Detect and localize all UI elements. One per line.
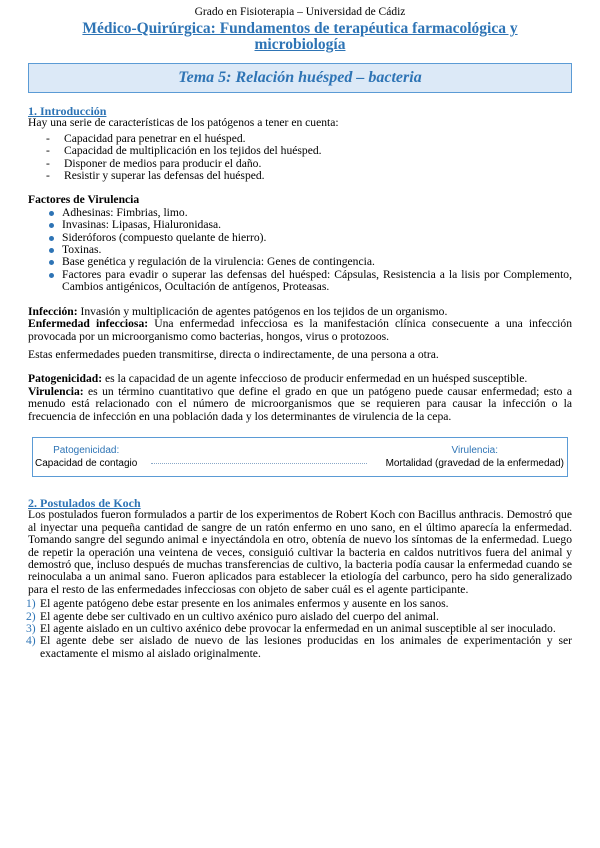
factores-title: Factores de Virulencia — [28, 193, 140, 207]
definition: Invasión y multiplicación de agentes patógenos en los tejidos de un organismo. — [77, 304, 448, 318]
enfermedad-definition — [28, 318, 572, 343]
item-text: El agente debe ser aislado de nuevo de las lesiones producidas en los animales de experimentación y ser exactamente el mismo al aislado originalmente. — [40, 634, 572, 660]
term: Virulencia: — [28, 384, 84, 398]
item-number: 1) — [26, 597, 36, 611]
content — [28, 105, 572, 423]
item-number: 2) — [26, 609, 36, 623]
scale-arrow — [151, 463, 367, 464]
list-item: Toxinas. — [46, 244, 572, 256]
item-number: 4) — [26, 634, 36, 648]
koch-paragraph: Los postulados fueron formulados a partir de los experimentos de Robert Koch con Bacillus anthracis. Demostró que al inyectar una pequeña cantidad de sangre de un ratón enfermo en uno sano, en el último aparecía la enfermedad. Tomando sangre del segundo animal e inyectándola en otro, obtenía de nuevo los síntomas de la enfermedad. Luego de repetir la operación una veintena de veces, consiguió cultivar la bacteria en caldos nutritivos fuera del animal y demostró que, incluso después de muchas transferencias de cultivo, la bacteria podía causar la enfermedad cuando se reinoculaba a un animal sano. Fueron aplicados para establecer la etiología del carbunco, pero ha sido generalizado para el resto de las enfermedades infecciosas con objeto de saber cuál es el agente participante. — [28, 508, 572, 596]
tema-banner — [28, 63, 572, 93]
term: Enfermedad infecciosa: — [28, 317, 149, 331]
characteristics-list — [46, 133, 572, 183]
factores-list — [46, 207, 572, 294]
term: Patogenicidad: — [28, 372, 103, 386]
virulencia-definition — [28, 386, 572, 423]
item-text: El agente aislado en un cultivo axénico debe provocar la enfermedad en un animal susceptible al ser inoculado. — [40, 622, 556, 635]
item-text: El agente patógeno debe estar presente en los animales enfermos y ausente en los sanos. — [40, 597, 449, 611]
list-item: - Disponer de medios para producir el daño. — [46, 158, 572, 170]
scale-left-value: Capacidad de contagio — [35, 457, 138, 469]
list-item: Adhesinas: Fimbrias, limo. — [46, 207, 572, 219]
list-item: Invasinas: Lipasas, Hialuronidasa. — [46, 219, 572, 231]
list-item: Sideróforos (compuesto quelante de hierro). — [46, 232, 572, 244]
scale-right — [386, 444, 564, 470]
definition: es la capacidad de un agente infeccioso de producir enfermedad en un huésped susceptible. — [102, 372, 528, 386]
list-item: - Capacidad de multiplicación en los tejidos del huésped. — [46, 145, 572, 157]
content-2 — [28, 497, 572, 660]
scale-left — [35, 444, 137, 470]
list-item: - Capacidad para penetrar en el huésped. — [46, 133, 572, 145]
list-item: Base genética y regulación de la virulencia: Genes de contingencia. — [46, 256, 572, 268]
header-line: Grado en Fisioterapia – Universidad de Cádiz — [194, 6, 406, 18]
transmit-text: Estas enfermedades pueden transmitirse, directa o indirectamente, de una persona a otra. — [28, 347, 439, 361]
scale-left-key: Patogenicidad: — [53, 444, 120, 456]
list-item: Factores para evadir o superar las defensas del huésped: Cápsulas, Resistencia a la lisis por Complemento, Cambios antigénicos, Ocultación de antígenos, Proteasas. — [46, 269, 572, 294]
koch-postulates-list — [28, 598, 572, 660]
scale-right-key: Virulencia: — [451, 444, 499, 456]
intro-text: Hay una serie de características de los patógenos a tener en cuenta: — [28, 116, 339, 130]
scale-right-value: Mortalidad (gravedad de la enfermedad) — [385, 457, 564, 469]
definition: es un término cuantitativo que define el grado en que un patógeno puede causar enfermedad; esto a menudo está relacionado con el número de microorganismos que se requieren para causar la infección o la frecuencia de infección en una población dada y los determinantes de virulencia de la cepa. — [28, 384, 572, 423]
definition: Una enfermedad infecciosa es la manifestación clínica consecuente a una infección provocada por un microorganismo como bacterias, hongos, virus o protozoos. — [28, 317, 572, 343]
item-text: El agente debe ser cultivado en un cultivo axénico puro aislado del cuerpo del animal. — [40, 609, 439, 623]
pathogenicity-virulence-scale — [32, 437, 568, 477]
term: Infección: — [28, 304, 78, 318]
item-number: 3) — [26, 622, 36, 635]
section-1-title: 1. Introducción — [28, 104, 107, 118]
tema-title: Tema 5: Relación huésped – bacteria — [178, 69, 422, 86]
document-title: Médico-Quirúrgica: Fundamentos de terapéutica farmacológica y microbiología — [82, 20, 518, 53]
list-item — [28, 635, 572, 660]
section-2-title: 2. Postulados de Koch — [28, 495, 141, 510]
list-item: - Resistir y superar las defensas del huésped. — [46, 170, 572, 182]
